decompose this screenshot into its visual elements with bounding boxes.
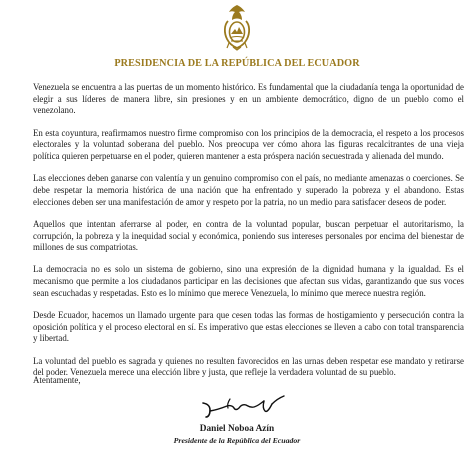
signer-title: Presidente de la República del Ecuador [173,436,301,445]
letter-paragraph: La democracia no es solo un sistema de gobierno, sino una expresión de la dignidad humana y la igualdad. Es el mecanismo que permite a los ciudadanos participar en las decisiones que afectan sus vidas, garantizando que sus voces sean escuchadas y respetadas. Esto es lo mínimo que merece Venezuela, lo mínimo que merece nuestra región. [33,264,464,298]
ecuador-coat-of-arms-icon [221,3,253,51]
closing-salutation: Atentamente, [33,375,81,385]
letter-paragraph: Desde Ecuador, hacemos un llamado urgente para que cesen todas las formas de hostigamiento y persecución contra la oposición política y el proceso electoral en sí. Es imperativo que estas elecciones se lleven a cabo con total transparencia y libertad. [33,310,464,344]
signature-icon [200,390,286,420]
letter-body [33,82,464,390]
presidency-title: PRESIDENCIA DE LA REPÚBLICA DEL ECUADOR [114,58,360,69]
signer-name: Daniel Noboa Azín [199,424,275,434]
letter-paragraph: En esta coyuntura, reafirmamos nuestro firme compromiso con los principios de la democracia, el respeto a los procesos electorales y la voluntad soberana del pueblo. Nos preocupa ver cómo ahora las figuras recalcitrantes de una vieja política quieren perpetuarse en el poder, quieren mantener a esta próspera nación secuestrada y alienada del mundo. [33,127,464,162]
letter-paragraph: Venezuela se encuentra a las puertas de un momento histórico. Es fundamental que la ciudadanía tenga la oportunidad de elegir a sus líderes de manera libre, sin presiones y en un ambiente democrático, digno de un pueblo como el venezolano. [33,82,464,116]
letter-paragraph: La voluntad del pueblo es sagrada y quienes no resulten favorecidos en las urnas deben respetar ese mandato y retirarse del poder. Venezuela merece una elección libre y justa, que refleje la verdadera voluntad de su pueblo. [33,355,464,378]
letter-paragraph: Aquellos que intentan aferrarse al poder, en contra de la voluntad popular, buscan perpetuar el autoritarismo, la corrupción, la pobreza y la inequidad social y económica, poniendo sus intereses personales por encima del bienestar de millones de sus compatriotas. [33,218,464,253]
letter-paragraph: Las elecciones deben ganarse con valentía y un genuino compromiso con el país, no mediante amenazas o coerciones. Se debe respetar la memoria histórica de una nación que ha enfrentado y superado la pobreza y el abandono. Estas elecciones deben ser una manifestación de amor y respeto por la patria, no un medio para satisfacer deseos de poder. [33,173,464,207]
